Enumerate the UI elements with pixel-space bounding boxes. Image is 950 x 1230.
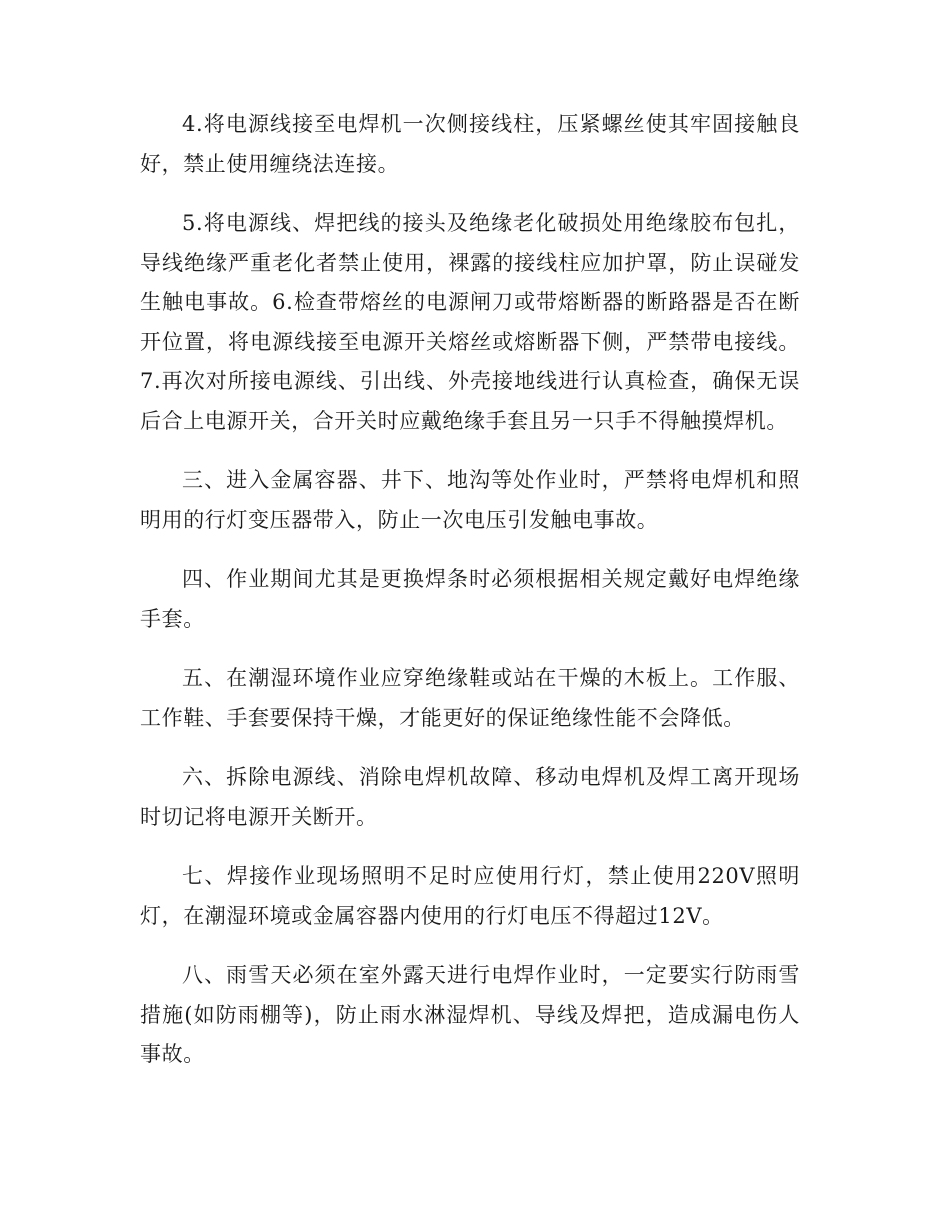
paragraph-section-4: 四、作业期间尤其是更换焊条时必须根据相关规定戴好电焊绝缘手套。 <box>140 567 800 631</box>
paragraph-section-7: 七、焊接作业现场照明不足时应使用行灯，禁止使用220V照明灯，在潮湿环境或金属容器内使用的行灯电压不得超过12V。 <box>140 864 800 928</box>
document-body <box>140 105 800 1095</box>
paragraph-section-3: 三、进入金属容器、井下、地沟等处作业时，严禁将电焊机和照明用的行灯变压器带入，防止一次电压引发触电事故。 <box>140 468 800 532</box>
paragraph-items-5-7: 5.将电源线、焊把线的接头及绝缘老化破损处用绝缘胶布包扎，导线绝缘严重老化者禁止使用，裸露的接线柱应加护罩，防止误碰发生触电事故。6.检查带熔丝的电源闸刀或带熔断器的断路器是否在断开位置，将电源线接至电源开关熔丝或熔断器下侧，严禁带电接线。7.再次对所接电源线、引出线、外壳接地线进行认真检查，确保无误后合上电源开关，合开关时应戴绝缘手套且另一只手不得触摸焊机。 <box>140 211 800 433</box>
paragraph-item-4: 4.将电源线接至电焊机一次侧接线柱，压紧螺丝使其牢固接触良好，禁止使用缠绕法连接。 <box>140 112 800 176</box>
paragraph-section-5: 五、在潮湿环境作业应穿绝缘鞋或站在干燥的木板上。工作服、工作鞋、手套要保持干燥，才能更好的保证绝缘性能不会降低。 <box>140 666 800 730</box>
paragraph-section-6: 六、拆除电源线、消除电焊机故障、移动电焊机及焊工离开现场时切记将电源开关断开。 <box>140 765 800 829</box>
paragraph-section-8: 八、雨雪天必须在室外露天进行电焊作业时，一定要实行防雨雪措施(如防雨棚等)，防止雨水淋湿焊机、导线及焊把，造成漏电伤人事故。 <box>140 963 800 1066</box>
